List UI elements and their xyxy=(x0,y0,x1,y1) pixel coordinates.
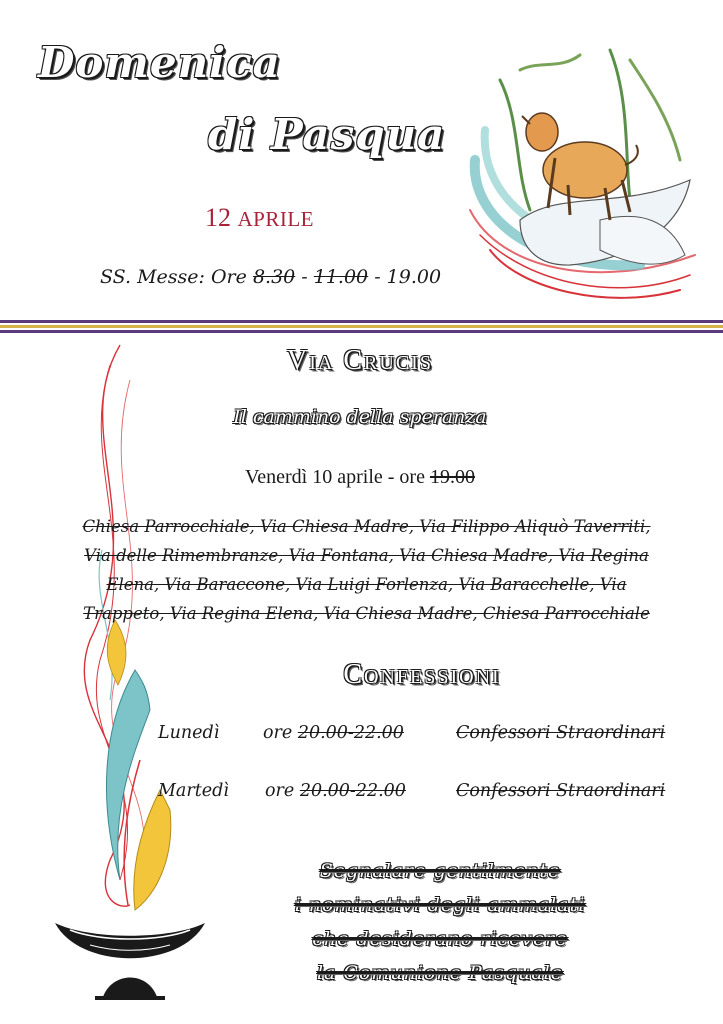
lamb-illustration-icon xyxy=(460,40,710,310)
easter-date xyxy=(205,203,314,233)
masses-line xyxy=(100,266,441,288)
masses-prefix: SS. Messe: Ore xyxy=(100,266,253,288)
masses-sep-1: - xyxy=(295,266,314,288)
title-line-2: di Pasqua xyxy=(208,110,446,159)
ore-label: ore xyxy=(263,723,298,743)
divider-purple-top xyxy=(0,320,723,323)
route-line: Trappeto, Via Regina Elena, Via Chiesa Madre, Chiesa Parrocchiale xyxy=(83,604,650,623)
via-crucis-date-prefix: Venerdì 10 aprile - ore xyxy=(245,466,430,488)
route-line: Elena, Via Baraccone, Via Luigi Forlenza, Via Baracchelle, Via xyxy=(106,575,627,594)
note-line: i nominativi degli ammalati xyxy=(294,894,586,916)
confession-time-value: 20.00-22.00 xyxy=(297,723,404,743)
via-crucis-date xyxy=(180,466,540,489)
confession-day: Martedì xyxy=(158,781,229,801)
date-number: 12 xyxy=(205,203,231,232)
confession-day: Lunedì xyxy=(158,723,220,743)
route-line: Via delle Rimembranze, Via Fontana, Via Chiesa Madre, Via Regina xyxy=(84,546,649,565)
via-crucis-heading: Via Crucis xyxy=(287,345,433,376)
title-line-1: Domenica xyxy=(38,38,281,87)
flame-lamp-illustration-icon xyxy=(40,340,230,1005)
route-line: Chiesa Parrocchiale, Via Chiesa Madre, Via Filippo Aliquò Taverriti, xyxy=(82,517,651,536)
divider-purple-bottom xyxy=(0,330,723,333)
ore-label: ore xyxy=(265,781,300,801)
via-crucis-route xyxy=(30,512,703,628)
date-month: APRILE xyxy=(237,207,314,231)
note-line: Segnalare gentilmente xyxy=(319,860,561,882)
via-crucis-subtitle: Il cammino della speranza xyxy=(233,406,487,428)
mass-time-2: 11.00 xyxy=(313,266,369,288)
confession-who: Confessori Straordinari xyxy=(456,723,666,743)
note-line: la Comunione Pasquale xyxy=(316,962,563,984)
masses-sep-2: - 19.00 xyxy=(368,266,442,288)
via-crucis-time: 19.00 xyxy=(429,466,475,488)
note-line: che desiderano ricevere xyxy=(312,928,568,950)
confession-time xyxy=(265,781,406,801)
mass-time-1: 8.30 xyxy=(252,266,296,288)
confessioni-heading: Confessioni xyxy=(343,659,501,690)
communion-note xyxy=(230,854,650,990)
confession-time xyxy=(263,723,404,743)
divider-gold xyxy=(0,325,723,328)
confession-time-value: 20.00-22.00 xyxy=(299,781,406,801)
confession-who: Confessori Straordinari xyxy=(456,781,666,801)
